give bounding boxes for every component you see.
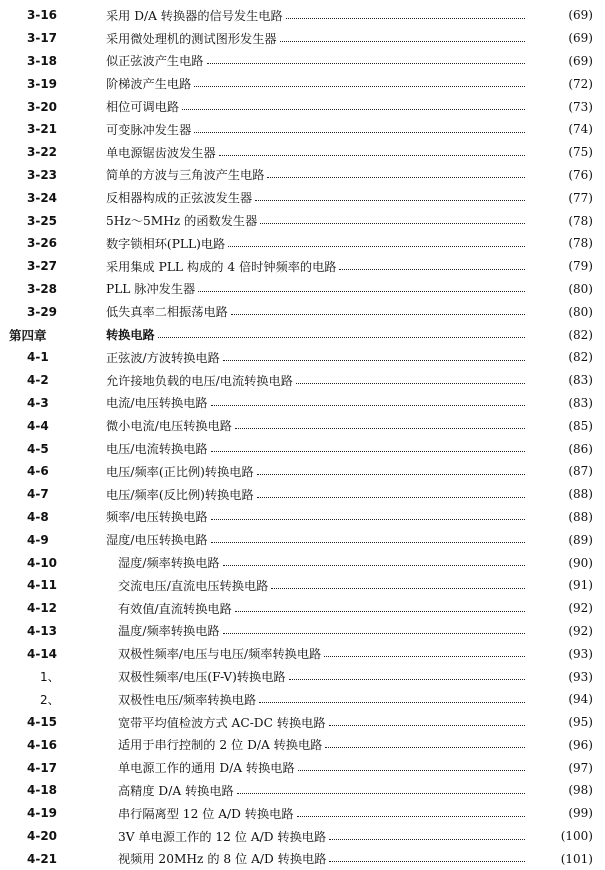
entry-number: 3-28 [27,281,58,296]
entry-number: 4-9 [27,532,49,547]
entry-title [118,691,525,708]
entry-title-text: 低失真率二相振荡电路 [106,305,228,320]
page-number: (92) [568,601,593,616]
dot-leader [219,155,525,156]
dot-leader [325,747,525,748]
page-number: (78) [568,213,593,228]
entry-number: 4-5 [27,441,49,456]
toc-entry[interactable] [0,597,605,620]
dot-leader [257,497,525,498]
entry-number: 4-20 [27,829,58,844]
page-number: (85) [568,418,593,433]
page-number: (83) [568,395,593,410]
toc-entry[interactable] [0,506,605,529]
toc-entry[interactable] [0,278,605,301]
dot-leader [286,18,525,19]
entry-number: 4-3 [27,395,49,410]
entry-title-text: 单电源锯齿波发生器 [106,145,216,160]
entry-title-text: 电压/频率(正比例)转换电路 [106,464,254,479]
page-number: (94) [568,692,593,707]
toc-entry[interactable] [0,141,605,164]
entry-title-text: 5Hz～5MHz 的函数发生器 [106,214,258,229]
toc-entry[interactable] [0,4,605,27]
entry-title-text: 简单的方波与三角波产生电路 [106,168,265,183]
page-number: (76) [568,167,593,182]
page-number: (98) [568,783,593,798]
page-number: (79) [568,259,593,274]
toc-entry[interactable] [0,72,605,95]
page-number: (89) [568,532,593,547]
page-number: (95) [568,715,593,730]
dot-leader [207,63,526,64]
entry-title [106,440,525,457]
dot-leader [329,861,525,862]
dot-leader [296,383,525,384]
entry-title-text: 交流电压/直流电压转换电路 [118,578,269,593]
dot-leader [259,702,525,703]
page-number: (90) [568,555,593,570]
page-number: (91) [568,578,593,593]
page-number: (82) [568,350,593,365]
page-number: (100) [560,829,593,844]
entry-number: 3-25 [27,213,58,228]
dot-leader [339,269,525,270]
entry-number: 1、 [40,670,60,684]
dot-leader [255,200,525,201]
entry-title-text: 双极性电压/频率转换电路 [118,692,257,707]
entry-title-text: 电流/电压转换电路 [106,396,208,411]
entry-title [106,98,525,115]
dot-leader [198,291,525,292]
entry-title-text: 似正弦波产生电路 [106,54,204,69]
entry-title-text: 采用 D/A 转换器的信号发生电路 [106,8,283,23]
dot-leader [329,725,525,726]
entry-title-text: 阶梯波产生电路 [106,77,192,92]
entry-title [106,144,525,161]
toc-entry[interactable] [0,620,605,643]
dot-leader [228,246,525,247]
toc-entry[interactable] [0,711,605,734]
toc-entry[interactable] [0,460,605,483]
entry-number: 3-26 [27,236,58,251]
entry-title [106,166,525,183]
entry-number: 4-12 [27,601,58,616]
dot-leader [194,132,525,133]
toc-entry[interactable] [0,528,605,551]
page-number: (92) [568,623,593,638]
entry-title [106,486,525,503]
entry-title [106,30,525,47]
dot-leader [223,633,525,634]
entry-title-text: 有效值/直流转换电路 [118,601,232,616]
entry-number: 3-17 [27,31,58,46]
dot-leader [158,337,525,338]
dot-leader [280,41,525,42]
dot-leader [260,223,525,224]
entry-title [118,622,525,639]
toc-entry[interactable] [0,323,605,346]
dot-leader [211,405,525,406]
page-number: (82) [568,327,593,342]
page-number: (88) [568,509,593,524]
toc-entry[interactable] [0,483,605,506]
page-number: (75) [568,145,593,160]
entry-number: 4-19 [27,806,58,821]
entry-title-text: 微小电流/电压转换电路 [106,419,232,434]
dot-leader [211,542,525,543]
entry-title [106,531,525,548]
toc-entry[interactable] [0,665,605,688]
entry-number: 3-18 [27,53,58,68]
entry-title-text: 双极性频率/电压(F-V)转换电路 [118,670,286,684]
page-number: (73) [568,99,593,114]
entry-title-text: 电压/频率(反比例)转换电路 [106,487,254,502]
entry-title [106,417,525,434]
dot-leader [182,109,525,110]
entry-title-text: 湿度/频率转换电路 [118,556,220,571]
entry-number: 3-24 [27,190,58,205]
page-number: (93) [568,646,593,661]
entry-number: 4-14 [27,646,58,661]
entry-title [106,258,525,275]
entry-number: 4-17 [27,760,58,775]
page-number: (88) [568,487,593,502]
toc-entry[interactable] [0,255,605,278]
entry-title [106,508,525,525]
toc-entry[interactable] [0,756,605,779]
entry-title [118,736,525,753]
entry-title-text: 相位可调电路 [106,100,180,115]
page-number: (87) [568,464,593,479]
entry-title [106,189,525,206]
dot-leader [271,588,525,589]
dot-leader [211,519,525,520]
toc-entry[interactable] [0,392,605,415]
toc-entry[interactable] [0,346,605,369]
entry-number: 4-15 [27,715,58,730]
entry-title-text: 宽带平均值检波方式 AC-DC 转换电路 [118,715,326,730]
entry-title-text: 单电源工作的通用 D/A 转换电路 [118,761,295,776]
entry-title-text: 数字锁相环(PLL)电路 [106,236,226,251]
dot-leader [257,474,525,475]
page-number: (69) [568,53,593,68]
dot-leader [324,656,525,657]
entry-title-text: 适用于串行控制的 2 位 D/A 转换电路 [118,738,323,753]
dot-leader [231,314,525,315]
entry-title-text: 串行隔离型 12 位 A/D 转换电路 [118,806,294,821]
toc-entry[interactable] [0,369,605,392]
toc-entry[interactable] [0,50,605,73]
entry-number: 4-8 [27,509,49,524]
entry-title-text: 采用微处理机的测试图形发生器 [106,31,277,46]
entry-title [118,714,525,731]
dot-leader [223,565,525,566]
entry-number: 3-22 [27,145,58,160]
entry-title-text: 湿度/电压转换电路 [106,533,208,548]
toc-entry[interactable] [0,95,605,118]
table-of-contents [0,4,605,870]
entry-title [106,394,525,411]
toc-entry[interactable] [0,825,605,848]
page-number: (78) [568,236,593,251]
entry-number: 3-27 [27,259,58,274]
entry-title-text: PLL 脉冲发生器 [106,282,196,297]
entry-title-text: 正弦波/方波转换电路 [106,350,220,365]
page-number: (97) [568,760,593,775]
entry-number: 3-29 [27,304,58,319]
dot-leader [223,360,525,361]
entry-title-text: 采用集成 PLL 构成的 4 倍时钟频率的电路 [106,259,337,274]
entry-title-text: 双极性频率/电压与电压/频率转换电路 [118,647,322,662]
entry-title [106,7,525,24]
entry-title [106,280,525,297]
entry-title [106,303,525,320]
toc-entry[interactable] [0,779,605,802]
dot-leader [211,451,525,452]
entry-number: 4-6 [27,464,49,479]
entry-number: 3-23 [27,167,58,182]
dot-leader [267,177,525,178]
entry-number: 4-21 [27,851,58,866]
entry-number: 3-19 [27,76,58,91]
entry-title [118,554,525,571]
entry-number: 4-18 [27,783,58,798]
toc-entry[interactable] [0,688,605,711]
page-number: (80) [568,281,593,296]
page-number: (69) [568,8,593,23]
entry-number: 3-21 [27,122,58,137]
entry-title-text: 3V 单电源工作的 12 位 A/D 转换电路 [118,829,327,844]
entry-title [118,828,525,845]
entry-title [106,235,525,252]
entry-title [118,850,525,867]
page-number: (80) [568,304,593,319]
page-number: (96) [568,737,593,752]
dot-leader [235,428,525,429]
page-number: (74) [568,122,593,137]
dot-leader [237,793,525,794]
entry-number: 4-10 [27,555,58,570]
entry-title-text: 转换电路 [106,328,155,343]
dot-leader [194,86,525,87]
entry-title [106,349,525,366]
entry-title-text: 温度/频率转换电路 [118,624,220,639]
entry-number: 4-16 [27,737,58,752]
page-number: (83) [568,373,593,388]
toc-entry[interactable] [0,186,605,209]
toc-entry[interactable] [0,642,605,665]
entry-title-text: 允许接地负载的电压/电流转换电路 [106,373,293,388]
entry-title [106,52,525,69]
entry-title [106,212,525,229]
entry-title [106,372,525,389]
page-number: (99) [568,806,593,821]
toc-entry[interactable] [0,574,605,597]
entry-title [118,577,525,594]
entry-number: 2、 [40,692,60,707]
page-number: (93) [568,669,593,684]
entry-title [106,75,525,92]
entry-title [118,645,525,662]
toc-entry[interactable] [0,27,605,50]
page-number: (101) [560,851,593,866]
entry-number: 4-4 [27,418,49,433]
page-number: (86) [568,441,593,456]
entry-title [118,782,525,799]
dot-leader [235,611,525,612]
entry-title [118,759,525,776]
toc-entry[interactable] [0,802,605,825]
dot-leader [289,679,525,680]
entry-number: 4-11 [27,578,58,593]
entry-title [118,805,525,822]
page-number: (77) [568,190,593,205]
toc-entry[interactable] [0,232,605,255]
chapter-number: 第四章 [9,327,47,343]
toc-entry[interactable] [0,437,605,460]
entry-number: 3-20 [27,99,58,114]
entry-title [118,668,525,685]
chapter-title [106,326,525,343]
entry-title-text: 反相器构成的正弦波发生器 [106,191,253,206]
toc-entry[interactable] [0,118,605,141]
entry-number: 4-13 [27,623,58,638]
page-number: (69) [568,31,593,46]
entry-title-text: 视频用 20MHz 的 8 位 A/D 转换电路 [118,852,327,867]
entry-title [118,600,525,617]
entry-number: 4-2 [27,373,49,388]
toc-entry[interactable] [0,734,605,757]
dot-leader [297,816,525,817]
entry-title-text: 高精度 D/A 转换电路 [118,783,234,798]
entry-number: 3-16 [27,8,58,23]
entry-title [106,463,525,480]
entry-number: 4-1 [27,350,49,365]
toc-entry[interactable] [0,414,605,437]
entry-number: 4-7 [27,487,49,502]
toc-entry[interactable] [0,209,605,232]
toc-entry[interactable] [0,164,605,187]
entry-title-text: 频率/电压转换电路 [106,510,208,525]
entry-title-text: 电压/电流转换电路 [106,442,208,457]
toc-entry[interactable] [0,551,605,574]
toc-entry[interactable] [0,300,605,323]
dot-leader [298,770,525,771]
page-number: (72) [568,76,593,91]
entry-title [106,121,525,138]
entry-title-text: 可变脉冲发生器 [106,122,192,137]
toc-entry[interactable] [0,847,605,870]
